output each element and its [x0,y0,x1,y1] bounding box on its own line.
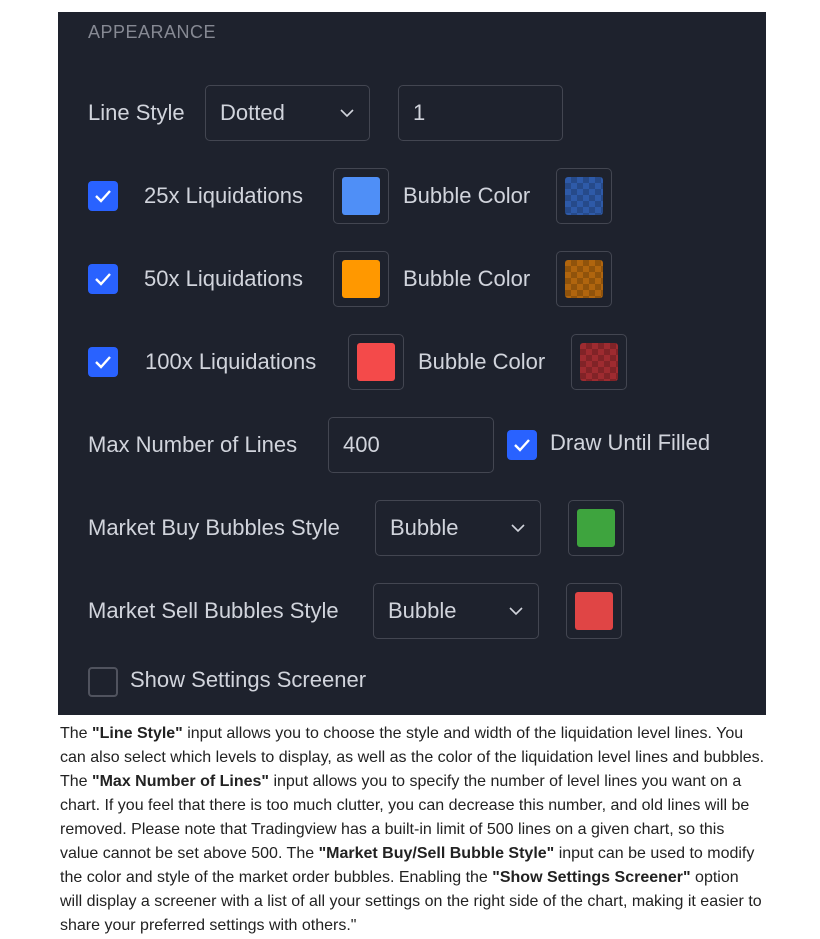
market-buy-color[interactable] [568,500,624,556]
bubble-color-label-50x: Bubble Color [403,266,531,291]
chevron-down-icon [339,105,355,121]
market-sell-color[interactable] [566,583,622,639]
desc-text-5: option will display a screener with a list of all your settings on the right side of the chart, making it easier to share your preferred settings with others." [60,869,762,934]
bubble-color-label-100x: Bubble Color [418,349,546,374]
color-swatch-fill [565,177,603,215]
liquidations-25x-bubble-color[interactable] [556,168,612,224]
desc-text-1: The [60,725,93,742]
line-style-label: Line Style [88,100,185,125]
market-buy-label: Market Buy Bubbles Style [88,515,340,540]
market-buy-style-value: Bubble [390,515,459,540]
market-sell-style-value: Bubble [388,598,457,623]
market-sell-style-select[interactable] [373,583,539,639]
color-swatch-fill [565,260,603,298]
checkmark-icon [94,354,112,370]
show-screener-checkbox[interactable] [88,667,118,697]
desc-text-2: input allows you to choose the style and width of the liquidation level lines. You can also select which levels to display, as well as the color of the liquidation level lines and bubbles. The [60,725,765,790]
liquidations-50x-line-color[interactable] [333,251,389,307]
show-screener-label: Show Settings Screener [130,667,367,692]
chevron-down-icon [510,520,526,536]
desc-text-3: input allows you to specify the number of level lines you want on a chart. If you feel that there is too much clutter, you can decrease this number, and old lines will be removed. Please note that Tradingview has a built-in limit of 500 lines on a given chart, so this value cannot be set above 500. The [60,773,750,862]
color-swatch-fill [342,260,380,298]
liquidations-25x-line-color[interactable] [333,168,389,224]
draw-until-filled-checkbox[interactable] [507,430,537,460]
draw-until-filled-label: Draw Until Filled [550,430,711,455]
color-swatch-fill [575,592,613,630]
line-width-input[interactable] [398,85,563,141]
max-lines-label: Max Number of Lines [88,432,298,457]
color-swatch-fill [580,343,618,381]
line-style-value: Dotted [220,100,285,125]
desc-bold-line-style: "Line Style" [92,725,183,742]
market-buy-style-select[interactable] [375,500,541,556]
checkmark-icon [94,188,112,204]
chevron-down-icon [508,603,524,619]
liquidations-50x-checkbox[interactable] [88,264,118,294]
checkmark-icon [94,271,112,287]
max-lines-input[interactable] [328,417,494,473]
bubble-color-label-25x: Bubble Color [403,183,531,208]
liquidations-50x-label: 50x Liquidations [144,266,304,291]
color-swatch-fill [342,177,380,215]
liquidations-100x-checkbox[interactable] [88,347,118,377]
desc-text-4: input can be used to modify the color and style of the market order bubbles. Enabling the [60,845,755,886]
liquidations-100x-label: 100x Liquidations [145,349,317,374]
appearance-panel [58,12,766,715]
liquidations-100x-line-color[interactable] [348,334,404,390]
liquidations-100x-bubble-color[interactable] [571,334,627,390]
desc-bold-max-lines: "Max Number of Lines" [92,773,269,790]
line-width-value: 1 [413,100,426,125]
max-lines-value: 400 [343,432,380,457]
checkmark-icon [513,437,531,453]
section-title: APPEARANCE [88,22,217,42]
desc-bold-market-style: "Market Buy/Sell Bubble Style" [318,845,555,862]
line-style-select[interactable] [205,85,370,141]
color-swatch-fill [357,343,395,381]
market-sell-label: Market Sell Bubbles Style [88,598,339,623]
desc-bold-show-screener: "Show Settings Screener" [492,869,691,886]
liquidations-50x-bubble-color[interactable] [556,251,612,307]
liquidations-25x-label: 25x Liquidations [144,183,304,208]
color-swatch-fill [577,509,615,547]
liquidations-25x-checkbox[interactable] [88,181,118,211]
description-paragraph [60,722,765,938]
